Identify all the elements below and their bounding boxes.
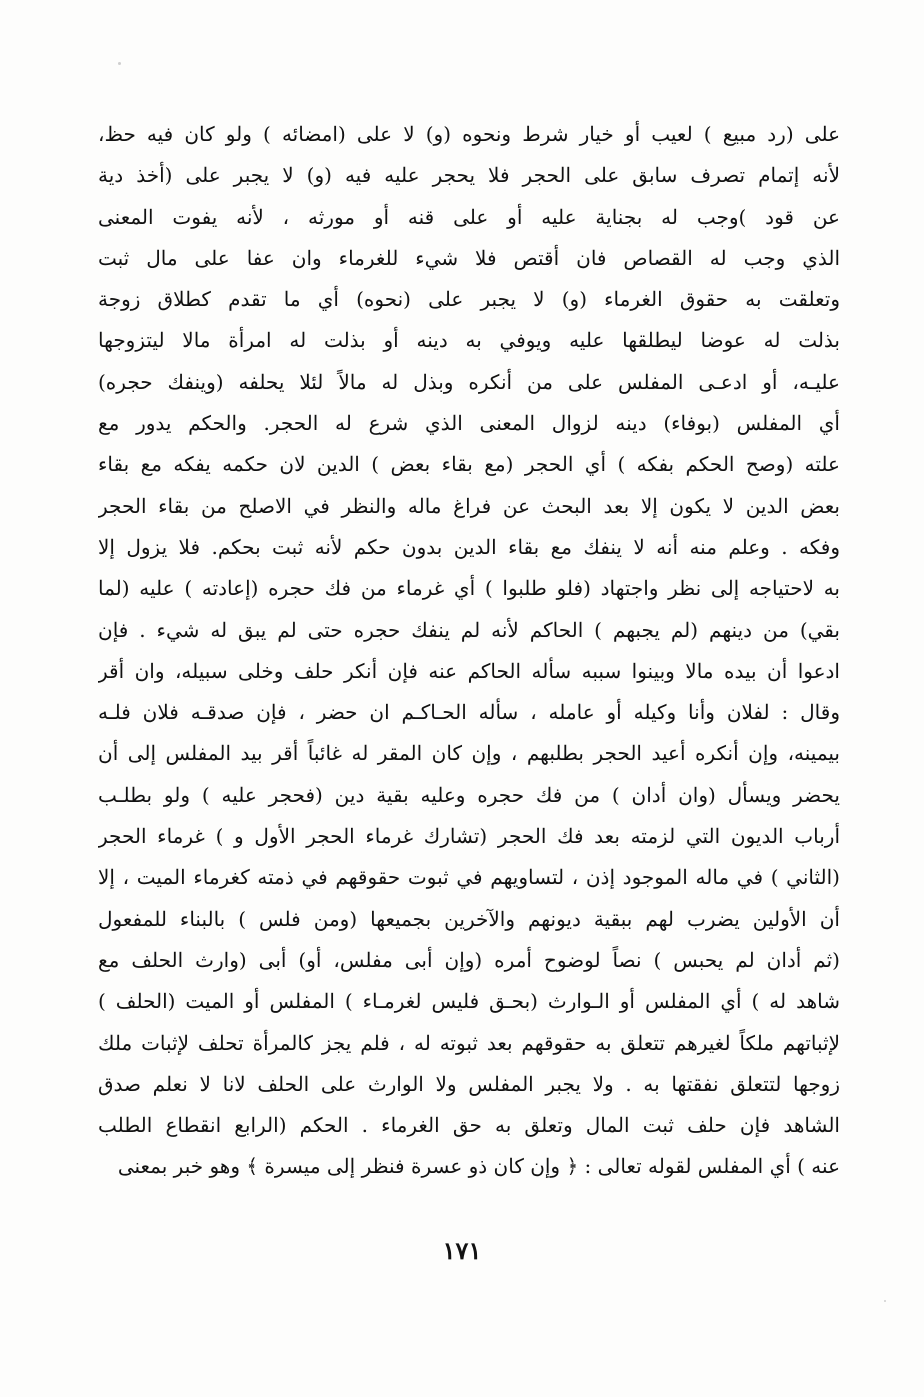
text-line: به لاحتياجه إلى نظر واجتهاد (فلو طلبوا ) أي غرماء من فك حجره (إعادته ) عليه (لما [98, 576, 840, 601]
scan-speck [118, 62, 121, 65]
text-line: لإثباتهم ملكاً لغيرهم تتعلق به حقوقهم بعد ثبوته له ، فلم يجز كالمرأة تحلف لإثبات ملك [98, 1030, 840, 1055]
text-line: بقي) من دينهم (لم يجبهم ) الحاكم لأنه لم ينفك حجره حتى لم يبق له شيء . فإن [98, 617, 840, 642]
text-line: بذلت له عوضا ليطلقها عليه ويوفي به دينه أو بذلت له امرأة مالا ليتزوجها [98, 328, 840, 353]
text-line: بيمينه، وإن أنكره أعيد الحجر بطلبهم ، وإن كان المقر له غائباً أقر بيد المفلس إلى أن [98, 741, 840, 766]
text-line: يحضر ويسأل (وان أدان ) من فك حجره وعليه بقية دين (فحجر عليه ) ولو بطلـب [98, 782, 840, 807]
page-number: ١٧١ [442, 1236, 482, 1265]
text-line: أن الأولين يضرب لهم ببقية ديونهم والآخرين بجميعها (ومن فلس ) بالبناء للمفعول [98, 906, 840, 931]
text-line: لأنه إتمام تصرف سابق على الحجر فلا يحجر عليه فيه (و) لا يجبر على (أخذ دية [98, 163, 840, 188]
text-line: وقال : لفلان وأنا وكيله أو عامله ، سأله الحـاكـم ان حضر ، فإن صدقـه فلان فلـه [98, 700, 840, 725]
text-line: الذي وجب له القصاص فان أقتص فلا شيء للغرماء وان عفا على مال ثبت [98, 245, 840, 270]
scan-speck [884, 1300, 886, 1302]
text-line: (ثم أدان لم يحبس ) نصاً لوضوح أمره (وإن أبى مفلس، أو) أبى (وارث الحلف مع [98, 947, 840, 972]
text-line: ادعوا أن بيده مالا وبينوا سببه سأله الحاكم عنه فإن أنكر حلف وخلى سبيله، وان أقر [98, 658, 840, 683]
text-line: علته (وصح الحكم بفكه ) أي الحجر (مع بقاء بعض ) الدين لان حكمه يفكه مع بقاء [98, 452, 840, 477]
text-line: وتعلقت به حقوق الغرماء (و) لا يجبر على (نحوه) أي ما تقدم كطلاق زوجة [98, 287, 840, 312]
text-line: أرباب الديون التي لزمته بعد فك الحجر (تشارك غرماء الحجر الأول و ) غرماء الحجر [98, 824, 840, 849]
text-line: زوجها لتتعلق نفقتها به . ولا يجبر المفلس ولا الوارث على الحلف لانا لا نعلم صدق [98, 1071, 840, 1096]
text-line: (الثاني ) في ماله الموجود إذن ، لتساويهم في ثبوت حقوقهم في ذمته كغرماء الميت ، إلا [98, 865, 840, 890]
text-line: أي المفلس (بوفاء) دينه لزوال المعنى الذي شرع له الحجر. والحكم يدور مع [98, 411, 840, 436]
text-line: وفكه . وعلم منه أنه لا ينفك مع بقاء الدين بدون حكم لأنه ثبت بحكم. فلا يزول إلا [98, 534, 840, 559]
text-line: الشاهد فإن حلف ثبت المال وتعلق به حق الغرماء . الحكم (الرابع انقطاع الطلب [98, 1113, 840, 1138]
body-text [98, 114, 840, 1188]
text-line: على (رد مبيع ) لعيب أو خيار شرط ونحوه (و) لا على (امضائه ) ولو كان فيه حظ، [98, 122, 840, 146]
text-line: بعض الدين لا يكون إلا بعد البحث عن فراغ ماله والنظر في الاصلح من بقاء الحجر [98, 493, 840, 518]
text-line: شاهد له ) أي المفلس أو الـوارث (بحـق فليس لغرمـاء ) المفلس أو الميت (الحلف ) [98, 989, 840, 1014]
text-line: عن قود )وجب له بجناية عليه أو على قنه أو مورثه ، لأنه يفوت المعنى [98, 204, 840, 229]
text-line: عنه ) أي المفلس لقوله تعالى : ﴿ وإن كان ذو عسرة فنظر إلى ميسرة ﴾ وهو خبر بمعنى [117, 1154, 840, 1179]
text-line: عليـه، أو ادعـى المفلس على من أنكره وبذل له مالاً لئلا يحلفه (وينفك حجره) [98, 369, 840, 394]
